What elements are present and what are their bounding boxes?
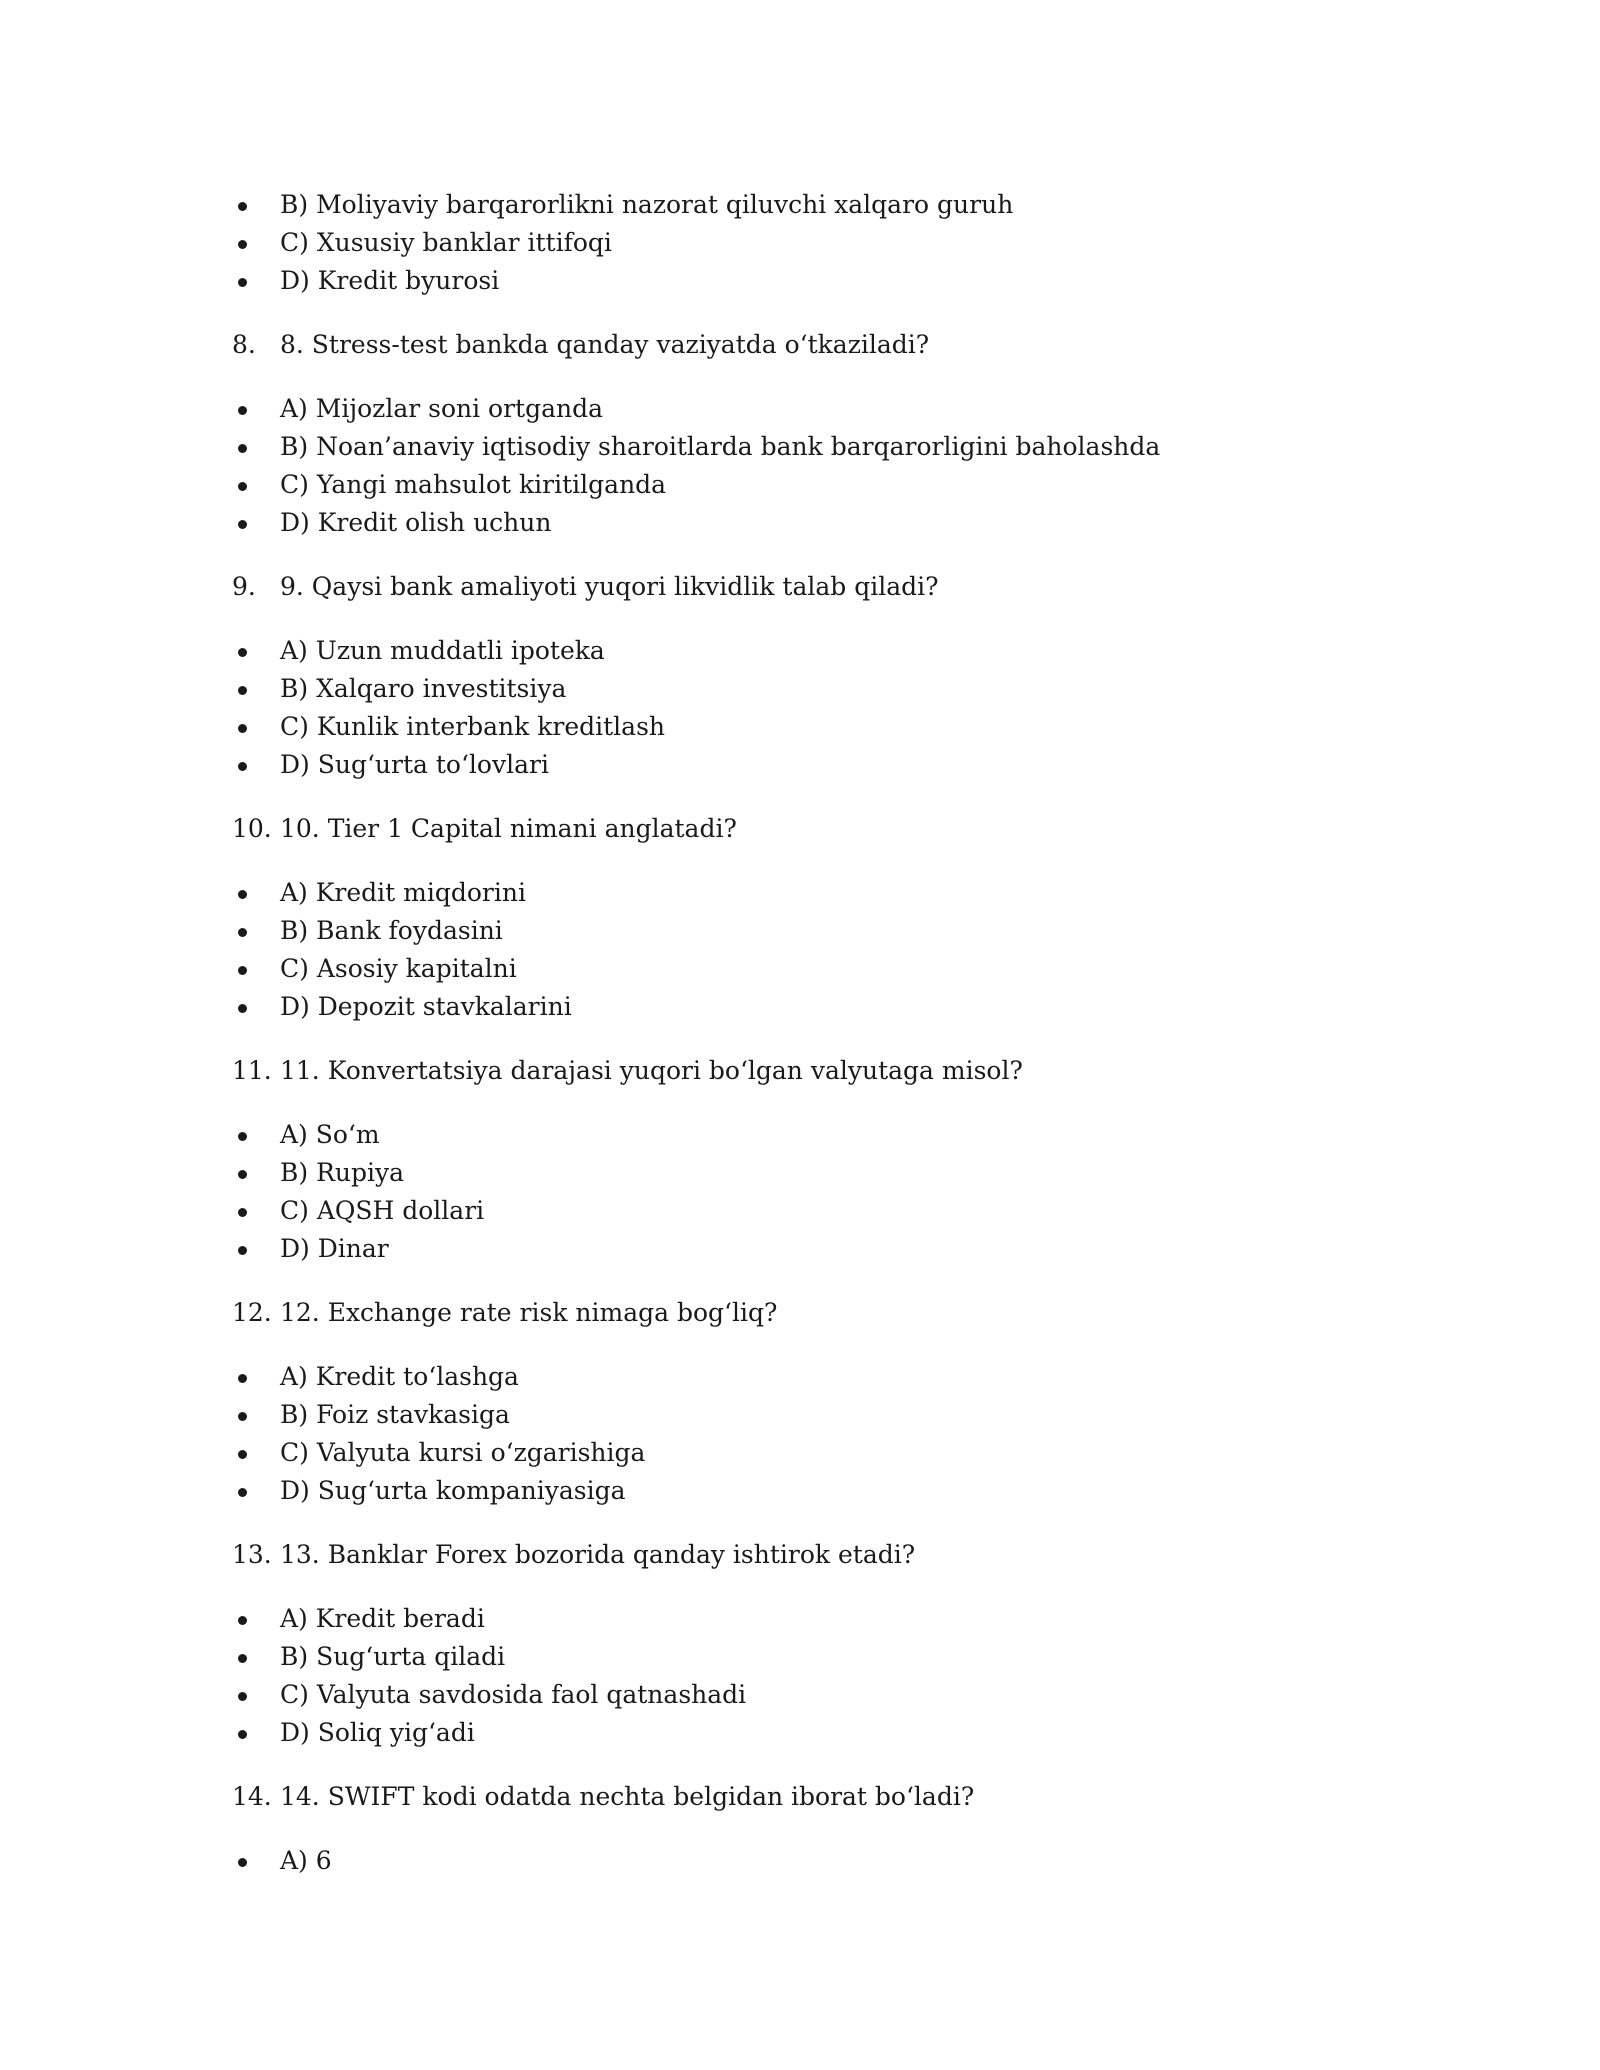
question-line bbox=[232, 568, 1432, 606]
answer-option bbox=[232, 262, 1432, 300]
bullet-icon bbox=[232, 1472, 252, 1510]
spacer bbox=[232, 1090, 1432, 1116]
answer-option bbox=[232, 224, 1432, 262]
answer-option-text: C) Kunlik interbank kreditlash bbox=[280, 712, 666, 741]
bullet-icon bbox=[232, 670, 252, 708]
bullet-icon bbox=[232, 746, 252, 784]
answer-option bbox=[232, 1676, 1432, 1714]
bullet-icon bbox=[232, 1434, 252, 1472]
spacer bbox=[232, 1268, 1432, 1294]
answer-option bbox=[232, 1230, 1432, 1268]
answer-option-text: B) Foiz stavkasiga bbox=[280, 1400, 510, 1429]
spacer bbox=[232, 1026, 1432, 1052]
answer-option-text: D) Kredit olish uchun bbox=[280, 508, 552, 537]
bullet-icon bbox=[232, 224, 252, 262]
question-number: 9. bbox=[232, 572, 256, 601]
question-number: 13. bbox=[232, 1540, 272, 1569]
bullet-icon bbox=[232, 1714, 252, 1752]
bullet-icon bbox=[232, 1116, 252, 1154]
answer-option bbox=[232, 186, 1432, 224]
bullet-icon bbox=[232, 1600, 252, 1638]
bullet-icon bbox=[232, 874, 252, 912]
answer-option bbox=[232, 912, 1432, 950]
answer-option bbox=[232, 988, 1432, 1026]
answer-option bbox=[232, 1358, 1432, 1396]
answer-option bbox=[232, 1154, 1432, 1192]
question-number: 14. bbox=[232, 1782, 272, 1811]
bullet-icon bbox=[232, 1230, 252, 1268]
answer-option-text: B) Bank foydasini bbox=[280, 916, 503, 945]
bullet-icon bbox=[232, 1192, 252, 1230]
bullet-icon bbox=[232, 262, 252, 300]
question-text: 10. Tier 1 Capital nimani anglatadi? bbox=[280, 814, 737, 843]
answer-option-text: A) Uzun muddatli ipoteka bbox=[280, 636, 605, 665]
spacer bbox=[232, 1752, 1432, 1778]
answer-option bbox=[232, 1638, 1432, 1676]
bullet-icon bbox=[232, 988, 252, 1026]
answer-option-text: B) Noan’anaviy iqtisodiy sharoitlarda bank barqarorligini baholashda bbox=[280, 432, 1161, 461]
question-line bbox=[232, 1536, 1432, 1574]
bullet-icon bbox=[232, 466, 252, 504]
answer-option-text: C) Xususiy banklar ittifoqi bbox=[280, 228, 612, 257]
answer-option-text: A) 6 bbox=[280, 1846, 332, 1875]
spacer bbox=[232, 784, 1432, 810]
spacer bbox=[232, 606, 1432, 632]
bullet-icon bbox=[232, 1396, 252, 1434]
answer-option bbox=[232, 1396, 1432, 1434]
spacer bbox=[232, 848, 1432, 874]
bullet-icon bbox=[232, 950, 252, 988]
answer-option-text: A) Kredit to‘lashga bbox=[280, 1362, 519, 1391]
answer-option-text: D) Dinar bbox=[280, 1234, 389, 1263]
answer-option bbox=[232, 1472, 1432, 1510]
bullet-icon bbox=[232, 1358, 252, 1396]
bullet-icon bbox=[232, 186, 252, 224]
spacer bbox=[232, 300, 1432, 326]
answer-option-text: A) Kredit beradi bbox=[280, 1604, 485, 1633]
question-text: 11. Konvertatsiya darajasi yuqori bo‘lgan valyutaga misol? bbox=[280, 1056, 1023, 1085]
bullet-icon bbox=[232, 390, 252, 428]
answer-option bbox=[232, 746, 1432, 784]
answer-option bbox=[232, 670, 1432, 708]
bullet-icon bbox=[232, 1154, 252, 1192]
answer-option bbox=[232, 1600, 1432, 1638]
answer-option-text: A) So‘m bbox=[280, 1120, 380, 1149]
question-text: 8. Stress-test bankda qanday vaziyatda o‘tkaziladi? bbox=[280, 330, 930, 359]
answer-option bbox=[232, 950, 1432, 988]
question-text: 9. Qaysi bank amaliyoti yuqori likvidlik talab qiladi? bbox=[280, 572, 939, 601]
question-number: 10. bbox=[232, 814, 272, 843]
bullet-icon bbox=[232, 1638, 252, 1676]
answer-option-text: B) Sug‘urta qiladi bbox=[280, 1642, 506, 1671]
answer-option-text: B) Rupiya bbox=[280, 1158, 405, 1187]
bullet-icon bbox=[232, 1842, 252, 1880]
answer-option-text: A) Mijozlar soni ortganda bbox=[280, 394, 604, 423]
answer-option bbox=[232, 1842, 1432, 1880]
question-line bbox=[232, 326, 1432, 364]
answer-option bbox=[232, 428, 1432, 466]
bullet-icon bbox=[232, 912, 252, 950]
question-list bbox=[232, 186, 1432, 1880]
answer-option bbox=[232, 1116, 1432, 1154]
answer-option-text: C) Yangi mahsulot kiritilganda bbox=[280, 470, 667, 499]
bullet-icon bbox=[232, 428, 252, 466]
question-line bbox=[232, 1778, 1432, 1816]
answer-option-text: B) Xalqaro investitsiya bbox=[280, 674, 567, 703]
answer-option-text: C) Asosiy kapitalni bbox=[280, 954, 517, 983]
answer-option bbox=[232, 390, 1432, 428]
spacer bbox=[232, 1574, 1432, 1600]
spacer bbox=[232, 364, 1432, 390]
answer-option bbox=[232, 466, 1432, 504]
answer-option bbox=[232, 874, 1432, 912]
answer-option bbox=[232, 504, 1432, 542]
answer-option-text: C) AQSH dollari bbox=[280, 1196, 485, 1225]
spacer bbox=[232, 1816, 1432, 1842]
answer-option-text: D) Soliq yig‘adi bbox=[280, 1718, 475, 1747]
question-text: 14. SWIFT kodi odatda nechta belgidan iborat bo‘ladi? bbox=[280, 1782, 975, 1811]
answer-option-text: C) Valyuta savdosida faol qatnashadi bbox=[280, 1680, 747, 1709]
answer-option bbox=[232, 632, 1432, 670]
question-line bbox=[232, 1052, 1432, 1090]
question-number: 8. bbox=[232, 330, 256, 359]
question-text: 12. Exchange rate risk nimaga bog‘liq? bbox=[280, 1298, 778, 1327]
question-line bbox=[232, 1294, 1432, 1332]
answer-option-text: A) Kredit miqdorini bbox=[280, 878, 526, 907]
answer-option-text: D) Kredit byurosi bbox=[280, 266, 500, 295]
bullet-icon bbox=[232, 504, 252, 542]
answer-option bbox=[232, 1192, 1432, 1230]
bullet-icon bbox=[232, 708, 252, 746]
answer-option-text: D) Depozit stavkalarini bbox=[280, 992, 572, 1021]
question-number: 11. bbox=[232, 1056, 272, 1085]
question-line bbox=[232, 810, 1432, 848]
bullet-icon bbox=[232, 632, 252, 670]
spacer bbox=[232, 542, 1432, 568]
question-number: 12. bbox=[232, 1298, 272, 1327]
answer-option-text: D) Sug‘urta kompaniyasiga bbox=[280, 1476, 626, 1505]
bullet-icon bbox=[232, 1676, 252, 1714]
answer-option-text: B) Moliyaviy barqarorlikni nazorat qiluvchi xalqaro guruh bbox=[280, 190, 1014, 219]
answer-option bbox=[232, 1434, 1432, 1472]
spacer bbox=[232, 1510, 1432, 1536]
answer-option bbox=[232, 1714, 1432, 1752]
spacer bbox=[232, 1332, 1432, 1358]
answer-option-text: C) Valyuta kursi o‘zgarishiga bbox=[280, 1438, 646, 1467]
answer-option-text: D) Sug‘urta to‘lovlari bbox=[280, 750, 549, 779]
answer-option bbox=[232, 708, 1432, 746]
question-text: 13. Banklar Forex bozorida qanday ishtirok etadi? bbox=[280, 1540, 916, 1569]
